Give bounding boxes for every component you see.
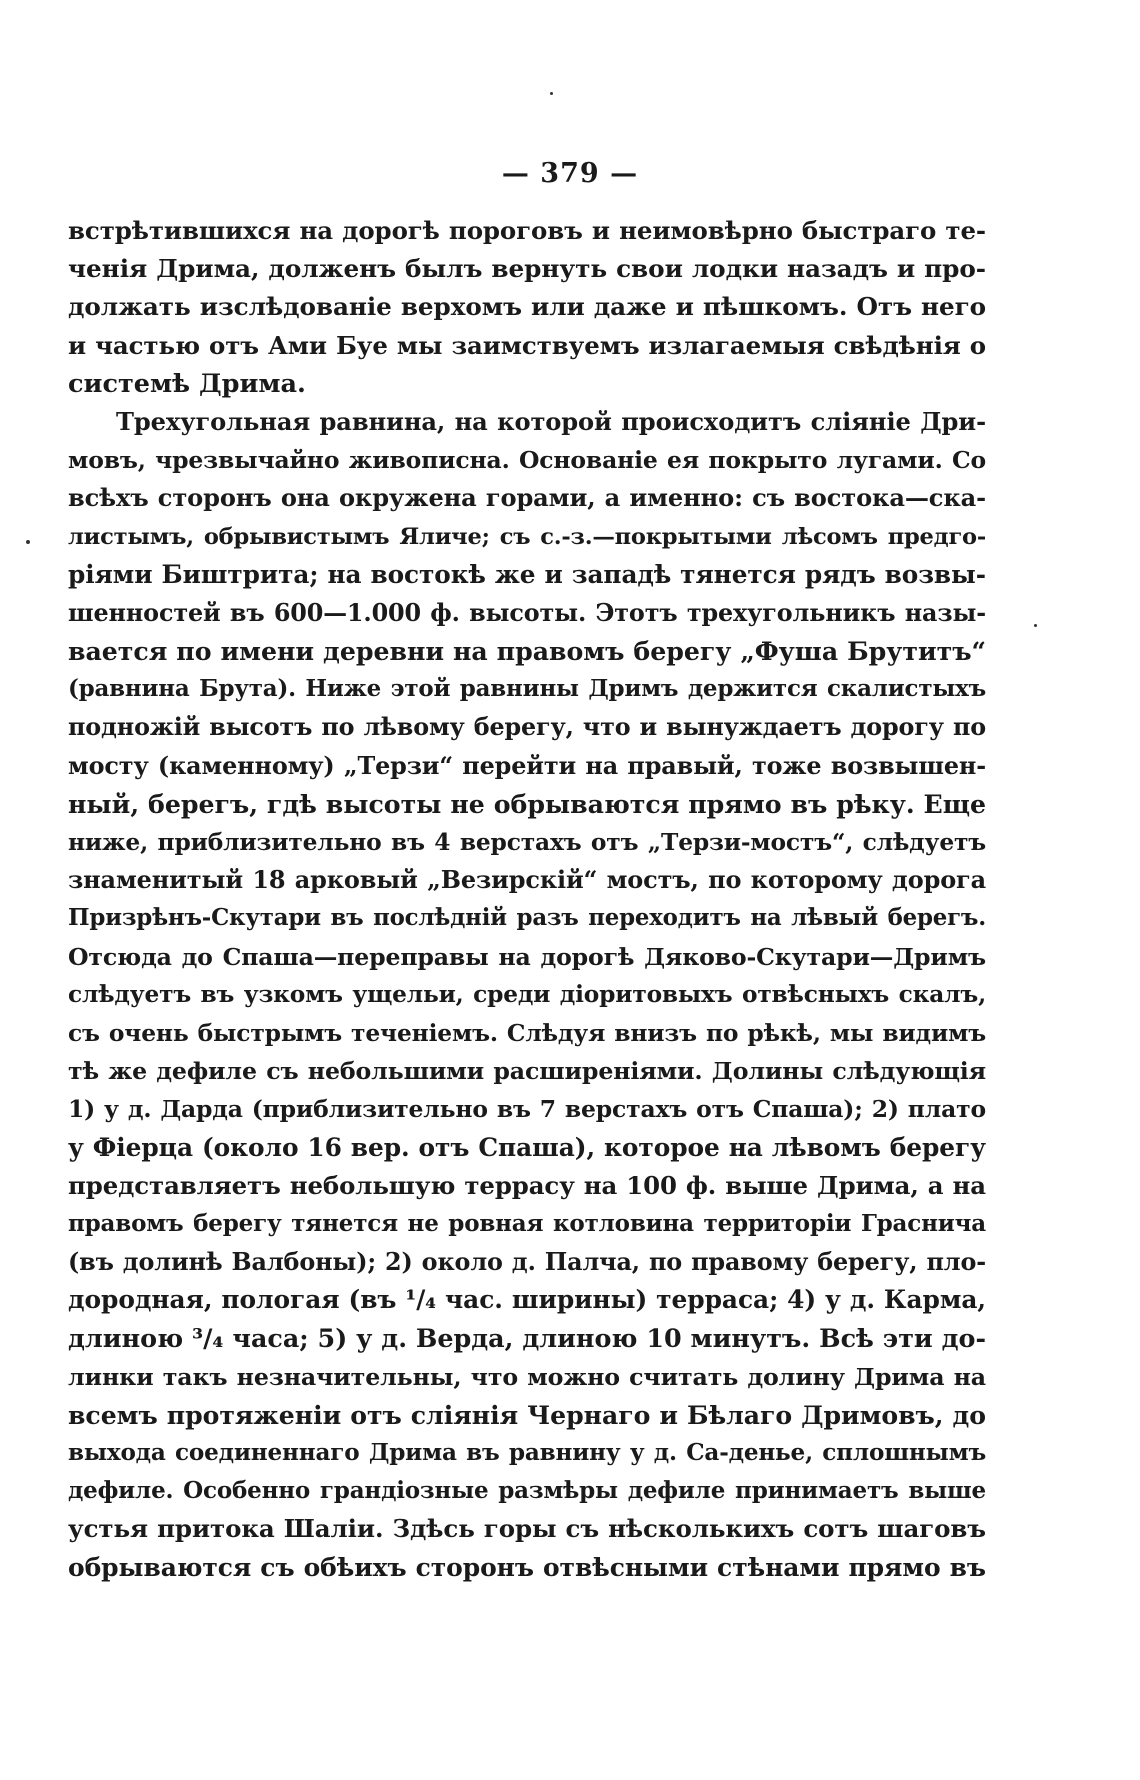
text-line: всемъ протяженіи отъ сліянія Чернаго и Бѣлаго Дримовъ, до — [68, 1399, 986, 1430]
text-line: всѣхъ сторонъ она окружена горами, а именно: съ востока—ска- — [68, 483, 986, 513]
text-line: устья притока Шаліи. Здѣсь горы съ нѣсколькихъ сотъ шаговъ — [68, 1514, 986, 1544]
text-line: Трехугольная равнина, на которой происходитъ сліяніе Дри- — [116, 406, 986, 436]
text-line: длиною ³/₄ часа; 5) у д. Верда, длиною 10 минутъ. Всѣ эти до- — [68, 1323, 986, 1354]
text-line: линки такъ незначительны, что можно считать долину Дрима на — [68, 1362, 986, 1391]
text-line: дефиле. Особенно грандіозные размѣры дефиле принимаетъ выше — [68, 1477, 986, 1505]
text-line: подножій высотъ по лѣвому берегу, что и вынуждаетъ дорогу по — [68, 713, 986, 742]
text-line: знаменитый 18 арковый „Везирскій“ мостъ, по которому дорога — [68, 866, 986, 895]
text-line: вается по имени деревни на правомъ берегу „Фуша Брутитъ“ — [68, 636, 986, 667]
text-line: ниже, приблизительно въ 4 верстахъ отъ „Терзи-мостъ“, слѣдуетъ — [68, 828, 986, 856]
scan-speck — [26, 540, 30, 544]
text-line: дородная, пологая (въ ¹/₄ час. ширины) терраса; 4) у д. Карма, — [68, 1285, 986, 1315]
text-line: мовъ, чрезвычайно живописна. Основаніе ея покрыто лугами. Со — [68, 446, 986, 475]
text-line: встрѣтившихся на дорогѣ пороговъ и неимовѣрно быстраго те- — [68, 216, 986, 245]
text-line: слѣдуетъ въ узкомъ ущельи, среди діоритовыхъ отвѣсныхъ скалъ, — [68, 980, 986, 1008]
text-line: обрываются съ обѣихъ сторонъ отвѣсными стѣнами прямо въ — [68, 1552, 986, 1582]
text-line: у Фіерца (около 16 вер. отъ Спаша), которое на лѣвомъ берегу — [68, 1132, 986, 1162]
text-line: мосту (каменному) „Терзи“ перейти на правый, тоже возвышен- — [68, 751, 986, 780]
text-line: съ очень быстрымъ теченіемъ. Слѣдуя внизъ по рѣкѣ, мы видимъ — [68, 1018, 986, 1047]
text-line: шенностей въ 600—1.000 ф. высоты. Этотъ трехугольникъ назы- — [68, 598, 986, 627]
text-line: правомъ берегу тянется не ровная котловина территоріи Граснича — [68, 1209, 986, 1237]
text-line: ченія Дрима, долженъ былъ вернуть свои лодки назадъ и про- — [68, 254, 986, 284]
text-line: ріями Биштрита; на востокѣ же и западѣ тянется рядъ возвы- — [68, 559, 986, 589]
text-line: листымъ, обрывистымъ Яличе; съ с.-з.—покрытыми лѣсомъ предго- — [68, 523, 986, 550]
text-line: представляетъ небольшую террасу на 100 ф. выше Дрима, а на — [68, 1170, 986, 1200]
text-line: Отсюда до Спаша—переправы на дорогѣ Дяково-Скутари—Дримъ — [68, 942, 986, 971]
text-line: Призрѣнъ-Скутари въ послѣдній разъ переходитъ на лѣвый берегъ. — [68, 905, 986, 932]
text-line: должать изслѣдованіе верхомъ или даже и пѣшкомъ. Отъ него — [68, 292, 986, 322]
text-line: 1) у д. Дарда (приблизительно въ 7 верстахъ отъ Спаша); 2) плато — [68, 1095, 986, 1124]
text-line: ный, берегъ, гдѣ высоты не обрываются прямо въ рѣку. Еще — [68, 788, 986, 819]
text-line: выхода соединеннаго Дрима въ равнину у д. Са-деньe, сплошнымъ — [68, 1439, 986, 1466]
text-line: (въ долинѣ Валбоны); 2) около д. Палча, по правому берегу, пло- — [68, 1248, 986, 1277]
text-line: системѣ Дрима. — [68, 368, 306, 399]
page-number: — 379 — — [501, 158, 639, 189]
scan-speck — [550, 92, 553, 95]
text-line: и частью отъ Ами Буе мы заимствуемъ излагаемыя свѣдѣнія о — [68, 330, 986, 360]
scan-speck — [1034, 624, 1037, 627]
body-text — [68, 212, 986, 1587]
text-line: тѣ же дефиле съ небольшими расширеніями. Долины слѣдующія — [68, 1057, 986, 1086]
text-line: (равнина Брута). Ниже этой равнины Дримъ держится скалистыхъ — [68, 675, 986, 703]
